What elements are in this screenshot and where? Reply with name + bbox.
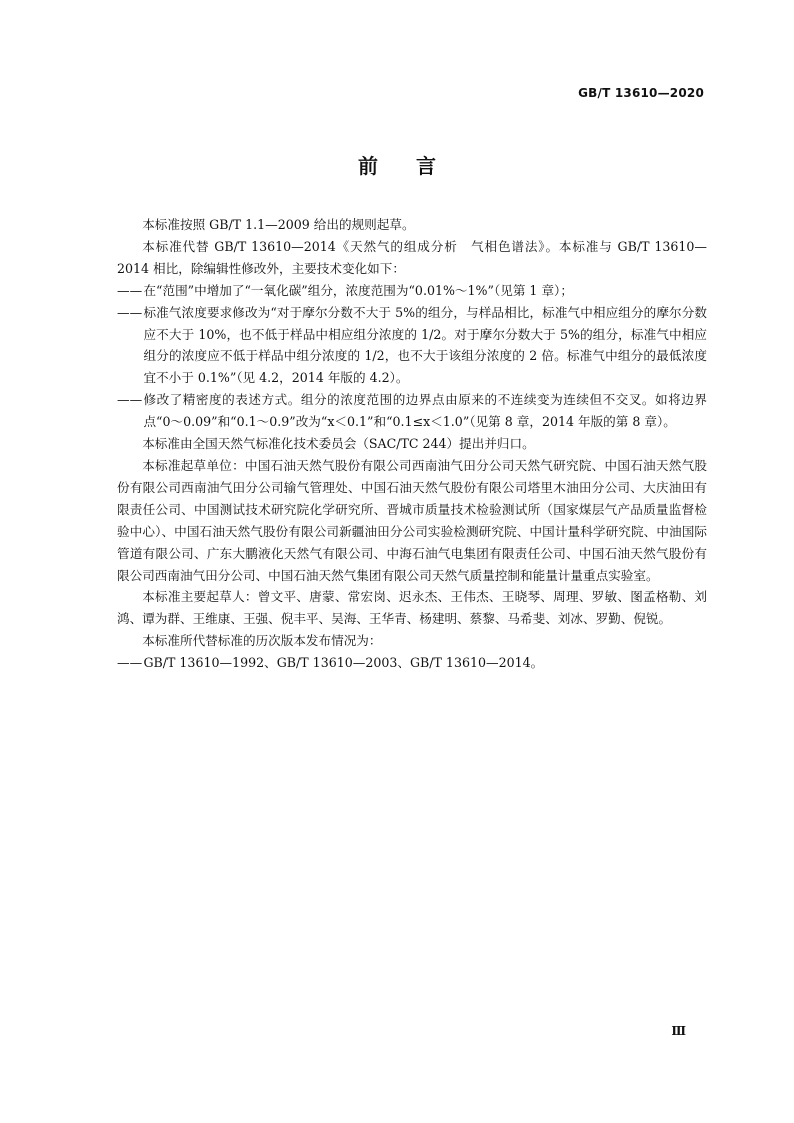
list-dash: ——: [117, 655, 143, 671]
list-item-text: 修改了精密度的表述方式。组分的浓度范围的边界点由原来的不连续变为连续但不交叉。如将边界点“0～0.09”和“0.1～0.9”改为“x＜0.1”和“0.1≤x＜1.0”（见第 8 章，2014 年版的第 8 章）。: [143, 392, 707, 430]
list-item-text: 在“范围”中增加了“一氧化碳”组分，浓度范围为“0.01%～1%”（见第 1 章）；: [143, 282, 573, 298]
paragraph-committee: 本标准由全国天然气标准化技术委员会（SAC/TC 244）提出并归口。: [142, 436, 535, 452]
paragraph-drafting-units: 本标准起草单位：中国石油天然气股份有限公司西南油气田分公司天然气研究院、中国石油天然气股份有限公司西南油气田分公司输气管理处、中国石油天然气股份有限公司塔里木油田分公司、大庆油田有限责任公司、中国测试技术研究院化学研究所、晋城市质量技术检验测试所（国家煤层气产品质量监督检验中心）、中国石油天然气股份有限公司新疆油田分公司实验检测研究院、中国计量科学研究院、中油国际管道有限公司、广东大鹏液化天然气有限公司、中海石油气电集团有限责任公司、中国石油天然气股份有限公司西南油气田分公司、中国石油天然气集团有限公司天然气质量控制和能量计量重点实验室。: [117, 457, 707, 583]
list-dash: ——: [117, 282, 143, 298]
paragraph-drafters: 本标准主要起草人：曾文平、唐蒙、常宏岗、迟永杰、王伟杰、王晓琴、周理、罗敏、图孟格勒、刘鸿、谭为群、王维康、王强、倪丰平、吴海、王华青、杨建明、蔡黎、马希斐、刘冰、罗勤、倪锐。: [117, 589, 707, 627]
paragraph-replacement: 本标准代替 GB/T 13610—2014《天然气的组成分析 气相色谱法》。本标准与 GB/T 13610—2014 相比，除编辑性修改外，主要技术变化如下：: [117, 238, 707, 276]
page-title: 前言: [358, 154, 474, 178]
standard-number: GB/T 13610—2020: [578, 86, 704, 100]
list-item: [117, 652, 707, 674]
list-item: [117, 302, 707, 390]
list-item-text: 标准气浓度要求修改为“对于摩尔分数不大于 5%的组分，与样品相比，标准气中相应组分的摩尔分数应不大于 10%，也不低于样品中相应组分浓度的 1/2。对于摩尔分数大于 5%的组分，标准气中相应组分的浓度应不低于样品中组分浓度的 1/2，也不大于该组分浓度的 2 倍。标准气中组分的最低浓度宜不小于 0.1%”（见 4.2，2014 年版的 4.2）。: [143, 304, 707, 386]
document-body: [117, 214, 707, 674]
list-item-text: GB/T 13610—1992、GB/T 13610—2003、GB/T 13610—2014。: [143, 655, 544, 671]
list-item: [117, 389, 707, 433]
list-item: [117, 280, 707, 302]
paragraph-history: 本标准所代替标准的历次版本发布情况为：: [142, 633, 382, 649]
page-number: Ⅲ: [671, 1024, 686, 1038]
paragraph-drafting-rules: 本标准按照 GB/T 1.1—2009 给出的规则起草。: [142, 217, 415, 232]
list-dash: ——: [117, 392, 143, 408]
list-dash: ——: [117, 304, 143, 320]
